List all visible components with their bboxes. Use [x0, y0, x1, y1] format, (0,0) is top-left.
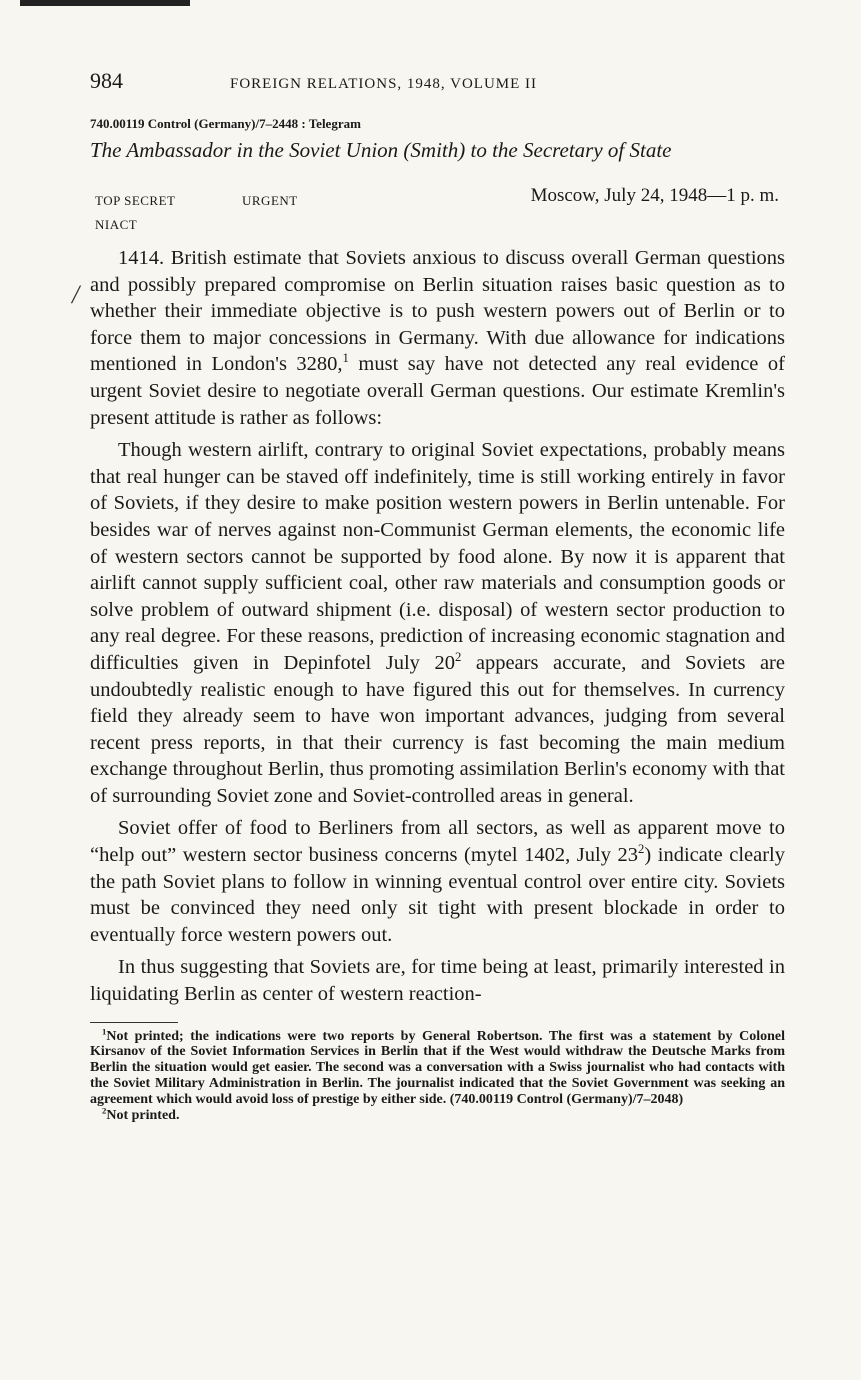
running-head [90, 68, 785, 108]
footnote-marker: 1 [102, 1025, 107, 1036]
footnote-text: Not printed; the indications were two reports by General Robertson. The first was a statement by Colonel Kirsanov of the Soviet Information Services in Berlin that if the West would withdraw the Deutsche Marks from Berlin the situation would get easier. The second was a conversation with a Swiss journalist who had contacts with the Soviet Military Administration in Berlin. The journalist indicated that the Soviet Government was seeking an agreement which would avoid loss of prestige by either side. (740.00119 Control (Germany)/7–2048) [90, 1028, 785, 1107]
footnote-1 [90, 1025, 785, 1108]
document-title: The Ambassador in the Soviet Union (Smith) to the Secretary of State [90, 138, 672, 162]
handling-label: NIACT [95, 217, 138, 232]
body-paragraph-3 [90, 815, 785, 948]
paragraph-text: ) indicate clearly the path Soviet plans to follow in winning eventual control over entire city. Soviets must be convinced they need only sit tight with present blockade in order to eventually force western powers out. [90, 844, 785, 946]
page-number: 984 [90, 68, 123, 93]
top-scan-rule [20, 0, 190, 6]
page-content [90, 68, 785, 1123]
classification-label: TOP SECRET [95, 193, 176, 208]
footnote-ref: 2 [454, 650, 462, 665]
body-paragraph-4 [90, 954, 785, 1007]
paragraph-text: 1414. British estimate that Soviets anxious to discuss overall German questions and possibly prepared compromise on Berlin situation raises basic question as to whether their immediate objective is to push western powers out of Berlin or to force them to major concessions in Germany. With due allowance for indications mentioned in London's 3280, [90, 247, 785, 376]
telegram-body [90, 245, 785, 1008]
footnote-marker: 2 [102, 1104, 107, 1115]
handwritten-margin-mark: / [72, 280, 80, 309]
body-paragraph-1 [90, 245, 785, 431]
footnote-text: Not printed. [106, 1107, 180, 1123]
footnotes [90, 1025, 785, 1124]
paragraph-text: Though western airlift, contrary to original Soviet expectations, probably means that real hunger can be staved off indefinitely, time is still working entirely in favor of Soviets, if they desire to make position western powers in Berlin untenable. For besides war of nerves against non-Communist German elements, the economic life of western sectors cannot be supported by food alone. By now it is apparent that airlift cannot supply sufficient coal, other raw materials and consumption goods or solve problem of outward shipment (i.e. disposal) of western sector production to any real degree. For these reasons, prediction of increasing economic stagnation and difficulties given in Depinfotel July 20 [90, 439, 785, 674]
paragraph-text: must say have not detected any real evidence of urgent Soviet desire to negotiate overall German questions. Our estimate Kremlin's present attitude is rather as follows: [90, 353, 785, 429]
dateline: Moscow, July 24, 1948—1 p. m. [530, 185, 779, 206]
body-paragraph-2 [90, 437, 785, 809]
running-title: FOREIGN RELATIONS, 1948, VOLUME II [230, 76, 538, 92]
paragraph-text: appears accurate, and Soviets are undoubtedly realistic enough to have figured this out for themselves. In currency field they already seem to have won important advances, judging from several recent press reports, in that their currency is fast becoming the main medium exchange throughout Berlin, thus promoting assimilation Berlin's economy with that of surrounding Soviet zone and Soviet-controlled areas in general. [90, 651, 785, 807]
footnote-ref: 2 [638, 842, 645, 857]
urgency-label: URGENT [242, 193, 298, 208]
classification-row [90, 185, 785, 213]
paragraph-text: Soviet offer of food to Berliners from all sectors, as well as apparent move to “help out” western sector business concerns (mytel 1402, July 23 [90, 817, 785, 867]
footnote-divider [90, 1022, 178, 1023]
footnote-2 [90, 1104, 785, 1124]
footnote-ref: 1 [342, 351, 349, 366]
file-reference: 740.00119 Control (Germany)/7–2448 : Telegram [90, 116, 361, 131]
paragraph-text: In thus suggesting that Soviets are, for time being at least, primarily interested in liquidating Berlin as center of western reaction- [90, 956, 785, 1006]
